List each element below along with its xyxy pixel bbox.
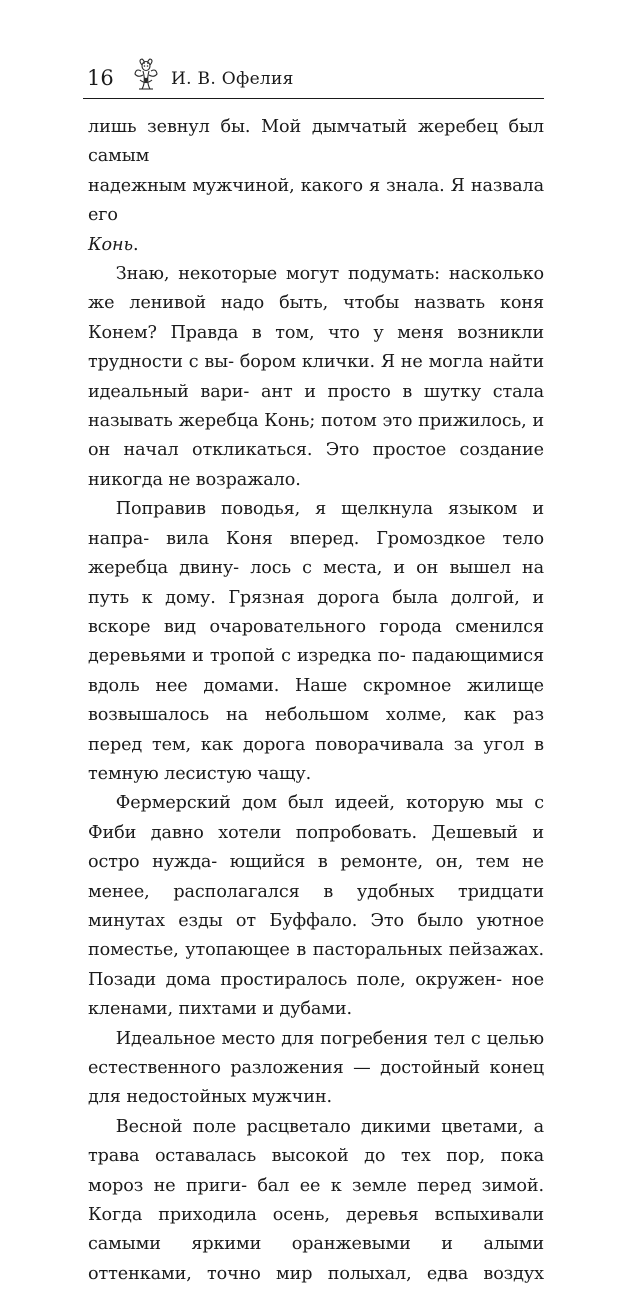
text-line: пейзажах. Позади дома простиралось поле, окружен- — [88, 940, 544, 990]
text-line: Весной поле расцветало дикими цветами, а трава — [88, 1116, 544, 1167]
text-line: Правда в том, что у меня возникли трудности с вы- — [88, 322, 544, 373]
text-line: деревья вспыхивали самыми яркими оранжевыми — [88, 1205, 544, 1255]
paragraph — [88, 495, 544, 789]
text-line: ант и просто в шутку стала называть жеребца Конь; — [88, 381, 544, 432]
text-line: бал ее к земле перед зимой. Когда приходила осень, — [88, 1175, 545, 1226]
body-text — [88, 113, 544, 1289]
text-line: и алыми оттенками, точно мир полыхал, едва воздух — [88, 1234, 545, 1284]
italic-word: Конь — [88, 234, 133, 255]
text-line: надежным мужчиной, какого я знала. Я назвала его — [88, 175, 544, 226]
text-line: потом это прижилось, и он начал откликаться. Это — [88, 411, 544, 461]
text-line: лось с места, и он вышел на путь к дому. Грязная — [88, 558, 544, 608]
text-line: же ленивой надо быть, чтобы назвать коня Конем? — [88, 293, 544, 343]
text-line: естественного разложения — достойный конец для — [88, 1058, 544, 1108]
text-line: бором клички. Я не могла найти идеальный вари- — [88, 352, 544, 402]
paragraph — [88, 260, 544, 495]
paragraph — [88, 1025, 544, 1113]
running-title: И. В. Офелия — [171, 69, 294, 89]
fairy-ornament-icon — [133, 58, 159, 92]
page-number: 16 — [87, 66, 114, 90]
text-line: давно хотели попробовать. Дешевый и остро нужда- — [88, 822, 544, 873]
text-line: ющийся в ремонте, он, тем не менее, располагался — [88, 852, 544, 902]
paragraph — [88, 1113, 544, 1289]
text-line: жилище возвышалось на небольшом холме, как раз — [88, 675, 544, 726]
page-header — [83, 58, 544, 99]
paragraph — [88, 113, 544, 260]
paragraph — [88, 789, 544, 1024]
text-line: ное кленами, пихтами и дубами. — [88, 969, 545, 1020]
text-line: падающимися вдоль нее домами. Наше скромное — [88, 646, 545, 696]
text-line: оставалась высокой до тех пор, пока мороз не приги- — [88, 1146, 544, 1196]
text-line: Знаю, некоторые могут подумать: насколько — [115, 264, 544, 285]
text-line: лишь зевнул бы. Мой дымчатый жеребец был самым — [88, 117, 544, 167]
text-line: было уютное поместье, утопающее в пасторальных — [88, 910, 545, 961]
text-line: лесистую чащу. — [164, 763, 312, 784]
text-line: Поправив поводья, я щелкнула языком и напра- — [88, 499, 544, 549]
text-line — [88, 231, 544, 260]
text-line: дорога была долгой, и вскоре вид очаровательного — [88, 587, 544, 637]
text-line: города сменился деревьями и тропой с изредка по- — [88, 616, 544, 667]
text-line: Фермерский дом был идеей, которую мы с Фиби — [88, 793, 544, 843]
text-line: вила Коня вперед. Громоздкое тело жеребца двину- — [88, 528, 545, 579]
text-line: простое создание никогда не возражало. — [88, 440, 544, 490]
text-line: недостойных мужчин. — [126, 1087, 333, 1108]
punctuation: . — [132, 234, 139, 255]
text-line: Идеальное место для погребения тел с целью — [115, 1028, 544, 1049]
text-line: в удобных тридцати минутах езды от Буффало. Это — [88, 881, 544, 931]
text-line: перед тем, как дорога поворачивала за угол в темную — [88, 734, 544, 784]
